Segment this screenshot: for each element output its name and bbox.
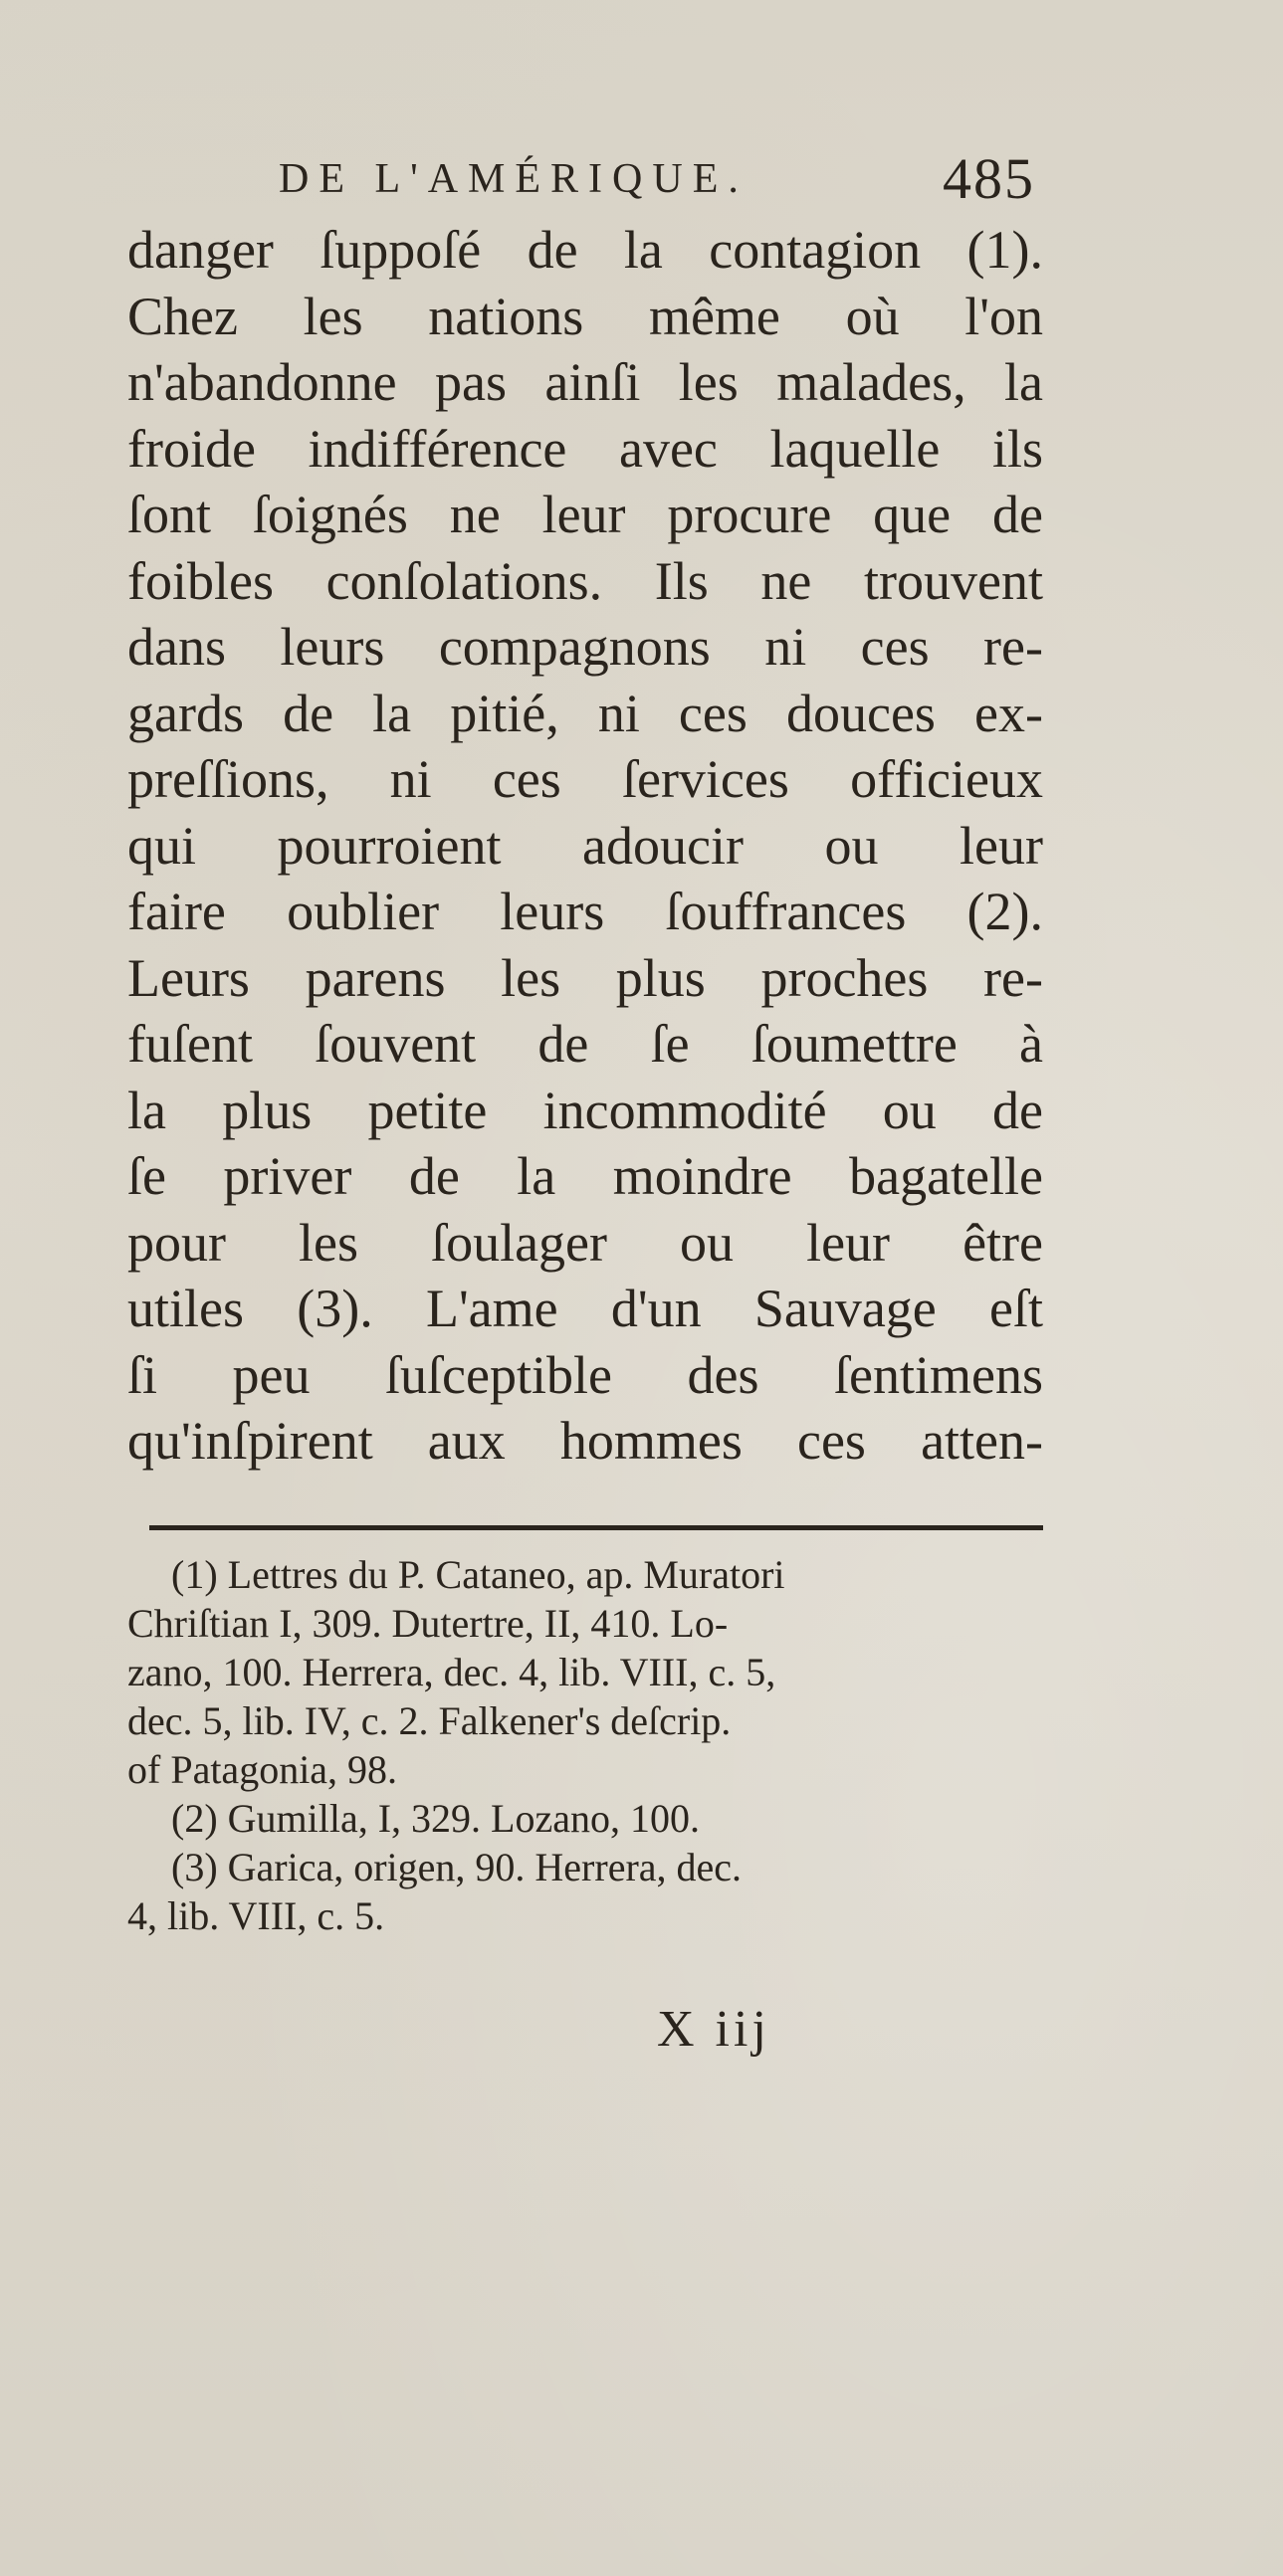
text-line: qui pourroient adoucir ou leur [127, 815, 1043, 876]
text-line: ſont ſoignés ne leur procure que de [127, 485, 1043, 544]
text-line: la plus petite incommodité ou de [127, 1080, 1043, 1140]
text-line: fuſent ſouvent de ſe ſoumettre à [127, 1014, 1043, 1074]
footnotes [127, 1550, 1043, 1940]
text-line: Chez les nations même où l'on [127, 286, 1043, 346]
text-line: n'abandonne pas ainſi les malades, la [127, 352, 1043, 412]
text-line: ſi peu ſuſceptible des ſentimens [127, 1344, 1043, 1405]
text-line: qu'inſpirent aux hommes ces atten- [127, 1411, 1043, 1471]
text-line: foibles conſolations. Ils ne trouvent [127, 550, 1043, 611]
footnote-line: dec. 5, lib. IV, c. 2. Falkener's deſcrip. [127, 1698, 732, 1743]
signature-mark: X iij [657, 2001, 770, 2058]
running-head [279, 139, 1035, 219]
footnote-line: (3) Garica, origen, 90. Herrera, dec. [171, 1845, 743, 1889]
text-line: gards de la pitié, ni ces douces ex- [127, 683, 1043, 743]
text-line: danger ſuppoſé de la contagion (1). [127, 220, 1043, 280]
footnote-line: of Patagonia, 98. [127, 1747, 398, 1792]
footnote-line: (1) Lettres du P. Cataneo, ap. Muratori [171, 1552, 785, 1597]
running-title: DE L'AMÉRIQUE. [279, 156, 748, 202]
body-text [127, 217, 1043, 1475]
footnote-line: (2) Gumilla, I, 329. Lozano, 100. [171, 1796, 700, 1841]
text-line: Leurs parens les plus proches re- [127, 947, 1043, 1008]
text-line: utiles (3). L'ame d'un Sauvage eſt [127, 1279, 1043, 1338]
text-line: dans leurs compagnons ni ces re- [127, 617, 1043, 677]
text-line: faire oublier leurs ſouffrances (2). [127, 882, 1043, 941]
text-line: ſe priver de la moindre bagatelle [127, 1146, 1043, 1206]
text-line: preſſions, ni ces ſervices officieux [127, 749, 1043, 809]
footnote-line: Chriſtian I, 309. Dutertre, II, 410. Lo- [127, 1601, 729, 1646]
text-line: froide indifférence avec laquelle ils [127, 418, 1043, 479]
text-line: pour les ſoulager ou leur être [127, 1212, 1043, 1273]
footnote-line: zano, 100. Herrera, dec. 4, lib. VIII, c. 5, [127, 1650, 776, 1694]
footnote-rule [149, 1525, 1043, 1530]
page-number: 485 [943, 146, 1035, 211]
footnote-line: 4, lib. VIII, c. 5. [127, 1893, 385, 1938]
